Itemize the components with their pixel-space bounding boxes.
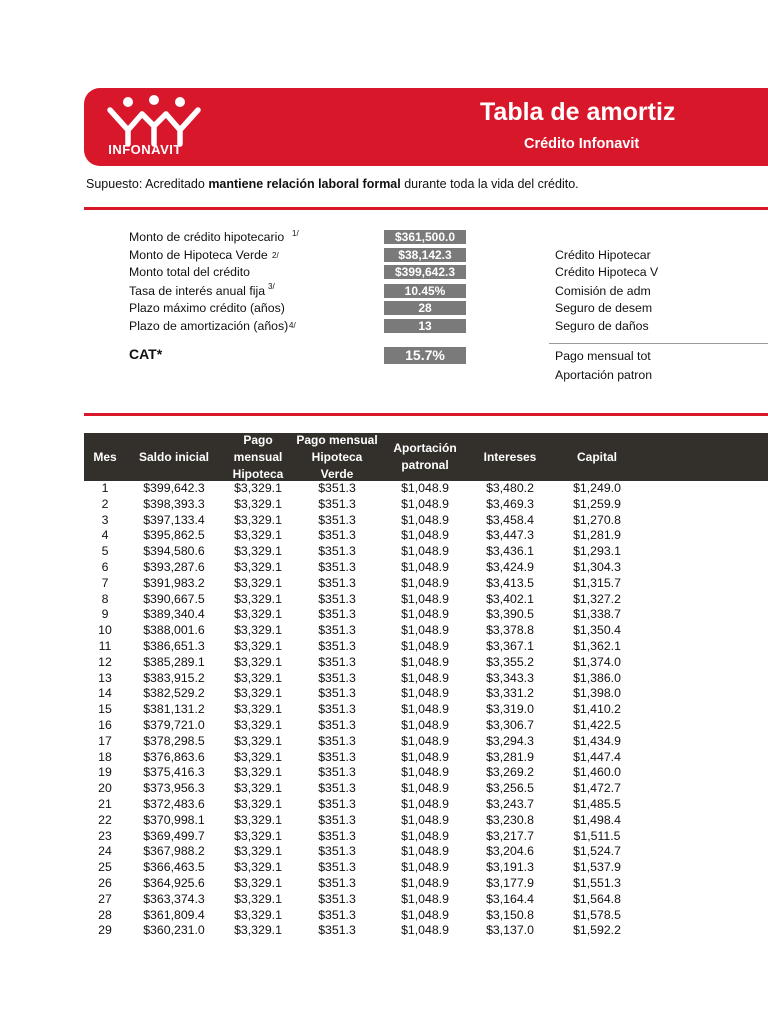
table-row (84, 497, 768, 513)
cell-pago-hipoteca: $3,329.1 (234, 654, 282, 669)
param-value-box: $399,642.3 (384, 265, 466, 279)
cell-capital: $1,537.9 (573, 860, 621, 875)
cell-capital: $1,249.0 (573, 481, 621, 495)
cell-saldo-inicial: $369,499.7 (143, 828, 205, 843)
column-header-intereses (470, 433, 550, 481)
table-row (84, 844, 768, 860)
cell-pago-hipoteca-verde: $351.3 (318, 923, 356, 938)
page-subtitle: Crédito Infonavit (524, 136, 640, 152)
cell-pago-hipoteca: $3,329.1 (234, 733, 282, 748)
cell-saldo-inicial: $385,289.1 (143, 654, 205, 669)
cell-pago-hipoteca-verde: $351.3 (318, 512, 356, 527)
right-label: Seguro de desem (555, 301, 653, 315)
cell-intereses: $3,331.2 (486, 686, 534, 701)
cell-mes: 16 (98, 717, 112, 732)
cell-saldo-inicial: $373,956.3 (143, 781, 205, 796)
cell-intereses: $3,294.3 (486, 733, 534, 748)
cell-capital: $1,350.4 (573, 623, 621, 638)
cell-mes: 11 (98, 638, 112, 653)
cell-capital: $1,511.5 (573, 828, 621, 843)
cell-mes: 2 (101, 496, 109, 511)
table-row (84, 639, 768, 655)
cell-capital: $1,259.9 (573, 496, 621, 511)
cell-saldo-inicial: $379,721.0 (143, 717, 205, 732)
cell-aportacion-patronal: $1,048.9 (401, 907, 449, 922)
header-text: Pago mensual (296, 432, 378, 447)
cell-saldo-inicial: $399,642.3 (143, 481, 205, 495)
cell-aportacion-patronal: $1,048.9 (401, 575, 449, 590)
cell-saldo-inicial: $370,998.1 (143, 812, 205, 827)
cell-saldo-inicial: $375,416.3 (143, 765, 205, 780)
cell-intereses: $3,164.4 (486, 891, 534, 906)
table-row (84, 908, 768, 924)
cell-aportacion-patronal: $1,048.9 (401, 512, 449, 527)
table-row (84, 750, 768, 766)
table-row (84, 576, 768, 592)
table-row (84, 781, 768, 797)
right-label: Seguro de daños (555, 319, 649, 333)
cell-intereses: $3,469.3 (486, 496, 534, 511)
cell-pago-hipoteca-verde: $351.3 (318, 623, 356, 638)
cell-pago-hipoteca-verde: $351.3 (318, 765, 356, 780)
cell-capital: $1,410.2 (573, 702, 621, 717)
cell-intereses: $3,191.3 (486, 860, 534, 875)
column-header-pago-hipoteca (222, 433, 294, 481)
cell-saldo-inicial: $360,231.0 (143, 923, 205, 938)
cell-mes: 15 (98, 702, 112, 717)
table-row (84, 829, 768, 845)
cell-capital: $1,270.8 (573, 512, 621, 527)
param-value-box: $361,500.0 (384, 230, 466, 244)
cell-pago-hipoteca-verde: $351.3 (318, 607, 356, 622)
cell-capital: $1,447.4 (573, 749, 621, 764)
cell-pago-hipoteca: $3,329.1 (234, 765, 282, 780)
cell-pago-hipoteca-verde: $351.3 (318, 654, 356, 669)
cell-mes: 4 (101, 528, 109, 543)
cat-label: CAT* (129, 346, 163, 362)
people-logo-icon (104, 94, 204, 148)
cell-aportacion-patronal: $1,048.9 (401, 860, 449, 875)
param-label: Monto de crédito hipotecario (129, 230, 285, 244)
column-header-saldo-inicial (126, 433, 222, 481)
cell-mes: 12 (98, 654, 112, 669)
cell-intereses: $3,367.1 (486, 638, 534, 653)
cell-pago-hipoteca-verde: $351.3 (318, 828, 356, 843)
cell-capital: $1,498.4 (573, 812, 621, 827)
cell-intereses: $3,424.9 (486, 559, 534, 574)
cell-pago-hipoteca-verde: $351.3 (318, 860, 356, 875)
table-row (84, 797, 768, 813)
cell-pago-hipoteca-verde: $351.3 (318, 733, 356, 748)
cell-mes: 5 (101, 544, 109, 559)
cell-mes: 25 (98, 860, 112, 875)
cell-pago-hipoteca: $3,329.1 (234, 923, 282, 938)
cell-saldo-inicial: $386,651.3 (143, 638, 205, 653)
param-label: Tasa de interés anual fija (129, 284, 266, 298)
cell-pago-hipoteca-verde: $351.3 (318, 812, 356, 827)
cell-aportacion-patronal: $1,048.9 (401, 591, 449, 606)
cell-capital: $1,304.3 (573, 559, 621, 574)
cell-pago-hipoteca-verde: $351.3 (318, 749, 356, 764)
cell-aportacion-patronal: $1,048.9 (401, 812, 449, 827)
cell-pago-hipoteca: $3,329.1 (234, 812, 282, 827)
cell-saldo-inicial: $372,483.6 (143, 796, 205, 811)
table-row (84, 876, 768, 892)
cell-pago-hipoteca: $3,329.1 (234, 717, 282, 732)
cell-pago-hipoteca: $3,329.1 (234, 607, 282, 622)
cell-pago-hipoteca: $3,329.1 (234, 860, 282, 875)
cell-aportacion-patronal: $1,048.9 (401, 749, 449, 764)
cell-pago-hipoteca: $3,329.1 (234, 575, 282, 590)
right-label: Aportación patron (555, 368, 653, 382)
column-header-mes (84, 433, 126, 481)
cat-value-box: 15.7% (384, 347, 466, 364)
cell-saldo-inicial: $363,374.3 (143, 891, 205, 906)
param-value-box: $38,142.3 (384, 248, 466, 262)
cell-pago-hipoteca-verde: $351.3 (318, 559, 356, 574)
cell-intereses: $3,306.7 (486, 717, 534, 732)
cell-aportacion-patronal: $1,048.9 (401, 638, 449, 653)
cell-capital: $1,551.3 (573, 875, 621, 890)
param-value-box: 10.45% (384, 284, 466, 298)
cell-intereses: $3,230.8 (486, 812, 534, 827)
cell-aportacion-patronal: $1,048.9 (401, 844, 449, 859)
cell-pago-hipoteca: $3,329.1 (234, 528, 282, 543)
cell-intereses: $3,343.3 (486, 670, 534, 685)
table-row (84, 592, 768, 608)
header-text: Hipoteca (232, 466, 284, 481)
column-header-aportacion-patronal (380, 433, 470, 481)
cell-pago-hipoteca: $3,329.1 (234, 496, 282, 511)
cell-capital: $1,434.9 (573, 733, 621, 748)
cell-intereses: $3,243.7 (486, 796, 534, 811)
cell-pago-hipoteca: $3,329.1 (234, 907, 282, 922)
right-label: Comisión de adm (555, 284, 651, 298)
cell-pago-hipoteca: $3,329.1 (234, 481, 282, 495)
assumption-text (86, 177, 579, 191)
cell-saldo-inicial: $390,667.5 (143, 591, 205, 606)
cell-intereses: $3,319.0 (486, 702, 534, 717)
param-label: Plazo máximo crédito (años) (129, 301, 285, 315)
assumption-bold: mantiene relación laboral formal (208, 177, 401, 191)
header-text: Mes (93, 449, 117, 464)
cell-mes: 8 (101, 591, 109, 606)
assumption-prefix: Supuesto: Acreditado (86, 177, 209, 191)
header-text: Capital (576, 449, 617, 464)
right-label: Crédito Hipotecar (555, 248, 651, 262)
cell-capital: $1,472.7 (573, 781, 621, 796)
cell-saldo-inicial: $382,529.2 (143, 686, 205, 701)
cell-pago-hipoteca-verde: $351.3 (318, 907, 356, 922)
cell-intereses: $3,447.3 (486, 528, 534, 543)
cell-mes: 29 (98, 923, 112, 938)
assumption-suffix: durante toda la vida del crédito. (400, 177, 579, 191)
cell-capital: $1,327.2 (573, 591, 621, 606)
cell-aportacion-patronal: $1,048.9 (401, 528, 449, 543)
column-header-pago-hipoteca-verde (294, 433, 380, 481)
cell-intereses: $3,480.2 (486, 481, 534, 495)
table-row (84, 607, 768, 623)
header-banner (84, 88, 768, 166)
cell-mes: 21 (98, 796, 112, 811)
cell-intereses: $3,269.2 (486, 765, 534, 780)
cell-aportacion-patronal: $1,048.9 (401, 923, 449, 938)
cell-saldo-inicial: $376,863.6 (143, 749, 205, 764)
cell-mes: 14 (98, 686, 112, 701)
cell-intereses: $3,378.8 (486, 623, 534, 638)
cell-intereses: $3,177.9 (486, 875, 534, 890)
table-row (84, 813, 768, 829)
param-label: Monto de Hipoteca Verde (129, 248, 268, 262)
cell-pago-hipoteca: $3,329.1 (234, 781, 282, 796)
cell-pago-hipoteca: $3,329.1 (234, 638, 282, 653)
cell-intereses: $3,150.8 (486, 907, 534, 922)
divider-bottom (84, 413, 768, 416)
cell-saldo-inicial: $397,133.4 (143, 512, 205, 527)
cell-pago-hipoteca: $3,329.1 (234, 544, 282, 559)
cell-mes: 1 (101, 481, 109, 495)
cell-aportacion-patronal: $1,048.9 (401, 702, 449, 717)
cell-aportacion-patronal: $1,048.9 (401, 654, 449, 669)
cell-mes: 27 (98, 891, 112, 906)
header-text: Aportación (393, 441, 457, 455)
table-row (84, 892, 768, 908)
cell-pago-hipoteca-verde: $351.3 (318, 686, 356, 701)
cell-pago-hipoteca: $3,329.1 (234, 702, 282, 717)
cell-pago-hipoteca: $3,329.1 (234, 891, 282, 906)
table-body (84, 481, 768, 939)
cell-intereses: $3,390.5 (486, 607, 534, 622)
cell-mes: 28 (98, 907, 112, 922)
cell-pago-hipoteca-verde: $351.3 (318, 575, 356, 590)
header-text: Hipoteca Verde (311, 449, 363, 481)
table-row (84, 671, 768, 687)
table-row (84, 860, 768, 876)
cell-aportacion-patronal: $1,048.9 (401, 559, 449, 574)
cell-capital: $1,281.9 (573, 528, 621, 543)
cell-capital: $1,398.0 (573, 686, 621, 701)
table-row (84, 623, 768, 639)
cell-pago-hipoteca: $3,329.1 (234, 796, 282, 811)
cell-mes: 9 (101, 607, 109, 622)
cell-pago-hipoteca: $3,329.1 (234, 591, 282, 606)
cell-intereses: $3,458.4 (486, 512, 534, 527)
cell-pago-hipoteca: $3,329.1 (234, 686, 282, 701)
cell-intereses: $3,137.0 (486, 923, 534, 938)
cell-aportacion-patronal: $1,048.9 (401, 796, 449, 811)
cell-capital: $1,315.7 (573, 575, 621, 590)
cell-intereses: $3,413.5 (486, 575, 534, 590)
cell-aportacion-patronal: $1,048.9 (401, 765, 449, 780)
cell-pago-hipoteca: $3,329.1 (234, 749, 282, 764)
cell-capital: $1,422.5 (573, 717, 621, 732)
page-title: Tabla de amortiz (480, 98, 676, 126)
param-label: Monto total del crédito (129, 265, 250, 279)
cell-pago-hipoteca-verde: $351.3 (318, 875, 356, 890)
cell-intereses: $3,204.6 (486, 844, 534, 859)
table-row (84, 765, 768, 781)
cell-capital: $1,485.5 (573, 796, 621, 811)
header-text: Intereses (483, 449, 537, 464)
right-label: Pago mensual tot (555, 349, 651, 363)
cell-mes: 13 (98, 670, 112, 685)
cell-mes: 22 (98, 812, 112, 827)
table-row (84, 686, 768, 702)
cell-capital: $1,524.7 (573, 844, 621, 859)
table-row (84, 513, 768, 529)
divider-top (84, 207, 768, 210)
footnote-marker: 4/ (289, 321, 296, 330)
table-row (84, 702, 768, 718)
header-text: patronal (401, 458, 449, 472)
cell-pago-hipoteca: $3,329.1 (234, 559, 282, 574)
table-row (84, 923, 768, 939)
cell-mes: 19 (98, 765, 112, 780)
cell-saldo-inicial: $391,983.2 (143, 575, 205, 590)
cell-saldo-inicial: $366,463.5 (143, 860, 205, 875)
cell-pago-hipoteca: $3,329.1 (234, 828, 282, 843)
cell-saldo-inicial: $364,925.6 (143, 875, 205, 890)
cell-pago-hipoteca: $3,329.1 (234, 844, 282, 859)
cell-pago-hipoteca-verde: $351.3 (318, 796, 356, 811)
cell-pago-hipoteca-verde: $351.3 (318, 528, 356, 543)
cell-capital: $1,460.0 (573, 765, 621, 780)
cell-pago-hipoteca-verde: $351.3 (318, 638, 356, 653)
param-value-box: 13 (384, 319, 466, 333)
cell-saldo-inicial: $381,131.2 (143, 702, 205, 717)
cell-pago-hipoteca-verde: $351.3 (318, 670, 356, 685)
cell-mes: 18 (98, 749, 112, 764)
cell-saldo-inicial: $393,287.6 (143, 559, 205, 574)
cell-intereses: $3,355.2 (486, 654, 534, 669)
table-row (84, 718, 768, 734)
cell-capital: $1,592.2 (573, 923, 621, 938)
table-row (84, 560, 768, 576)
table-header (84, 433, 768, 481)
cell-saldo-inicial: $383,915.2 (143, 670, 205, 685)
cell-saldo-inicial: $395,862.5 (143, 528, 205, 543)
cell-saldo-inicial: $367,988.2 (143, 844, 205, 859)
table-row (84, 544, 768, 560)
cell-mes: 26 (98, 875, 112, 890)
cell-pago-hipoteca-verde: $351.3 (318, 781, 356, 796)
column-header-capital (550, 433, 644, 481)
footnote-marker: 1/ (292, 229, 299, 238)
logo-text: INFONAVIT (108, 142, 182, 157)
cell-capital: $1,386.0 (573, 670, 621, 685)
cell-aportacion-patronal: $1,048.9 (401, 496, 449, 511)
cell-aportacion-patronal: $1,048.9 (401, 544, 449, 559)
cell-aportacion-patronal: $1,048.9 (401, 623, 449, 638)
right-label: Crédito Hipoteca V (555, 265, 659, 279)
cell-aportacion-patronal: $1,048.9 (401, 875, 449, 890)
cell-aportacion-patronal: $1,048.9 (401, 481, 449, 495)
cell-saldo-inicial: $388,001.6 (143, 623, 205, 638)
cell-capital: $1,293.1 (573, 544, 621, 559)
cell-mes: 6 (101, 559, 109, 574)
cell-pago-hipoteca-verde: $351.3 (318, 544, 356, 559)
cell-pago-hipoteca-verde: $351.3 (318, 844, 356, 859)
header-text: Pago mensual (233, 432, 283, 464)
cell-aportacion-patronal: $1,048.9 (401, 607, 449, 622)
cell-intereses: $3,256.5 (486, 781, 534, 796)
cell-saldo-inicial: $361,809.4 (143, 907, 205, 922)
cell-intereses: $3,217.7 (486, 828, 534, 843)
cell-saldo-inicial: $394,580.6 (143, 544, 205, 559)
cell-capital: $1,338.7 (573, 607, 621, 622)
cell-aportacion-patronal: $1,048.9 (401, 717, 449, 732)
footnote-marker: 2/ (272, 251, 279, 260)
cell-saldo-inicial: $398,393.3 (143, 496, 205, 511)
cell-pago-hipoteca-verde: $351.3 (318, 717, 356, 732)
cell-intereses: $3,436.1 (486, 544, 534, 559)
cell-mes: 7 (101, 575, 109, 590)
table-row (84, 655, 768, 671)
cell-aportacion-patronal: $1,048.9 (401, 733, 449, 748)
table-row (84, 481, 768, 497)
cell-mes: 17 (98, 733, 112, 748)
cell-pago-hipoteca: $3,329.1 (234, 623, 282, 638)
cell-mes: 3 (101, 512, 109, 527)
cell-pago-hipoteca-verde: $351.3 (318, 702, 356, 717)
cell-capital: $1,362.1 (573, 638, 621, 653)
cell-intereses: $3,281.9 (486, 749, 534, 764)
cell-pago-hipoteca-verde: $351.3 (318, 591, 356, 606)
cell-pago-hipoteca-verde: $351.3 (318, 481, 356, 495)
cell-intereses: $3,402.1 (486, 591, 534, 606)
cell-pago-hipoteca: $3,329.1 (234, 875, 282, 890)
table-row (84, 528, 768, 544)
cell-pago-hipoteca-verde: $351.3 (318, 496, 356, 511)
cell-capital: $1,564.8 (573, 891, 621, 906)
cell-capital: $1,374.0 (573, 654, 621, 669)
cell-aportacion-patronal: $1,048.9 (401, 891, 449, 906)
cell-pago-hipoteca: $3,329.1 (234, 512, 282, 527)
cell-aportacion-patronal: $1,048.9 (401, 781, 449, 796)
cell-mes: 10 (98, 623, 112, 638)
table-row (84, 734, 768, 750)
cell-capital: $1,578.5 (573, 907, 621, 922)
cell-pago-hipoteca-verde: $351.3 (318, 891, 356, 906)
cell-mes: 24 (98, 844, 112, 859)
cell-mes: 23 (98, 828, 112, 843)
footnote-marker: 3/ (268, 282, 275, 291)
cell-pago-hipoteca: $3,329.1 (234, 670, 282, 685)
cell-saldo-inicial: $389,340.4 (143, 607, 205, 622)
param-value-box: 28 (384, 301, 466, 315)
param-label: Plazo de amortización (años) (129, 319, 289, 333)
cell-mes: 20 (98, 781, 112, 796)
header-text: Saldo inicial (138, 449, 210, 464)
divider-right (549, 343, 768, 344)
cell-aportacion-patronal: $1,048.9 (401, 686, 449, 701)
cell-aportacion-patronal: $1,048.9 (401, 828, 449, 843)
cell-saldo-inicial: $378,298.5 (143, 733, 205, 748)
cell-aportacion-patronal: $1,048.9 (401, 670, 449, 685)
